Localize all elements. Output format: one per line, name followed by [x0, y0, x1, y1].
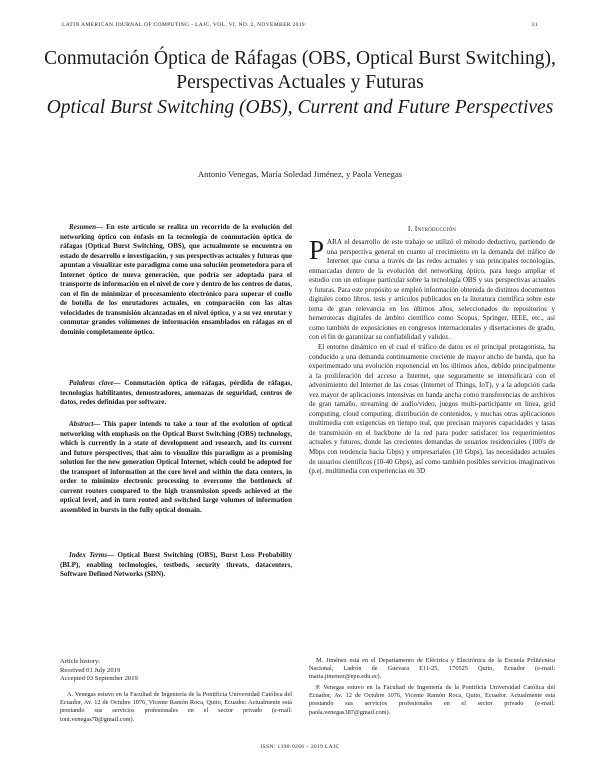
- running-header: [62, 22, 538, 28]
- issn-footer: ISSN: 1390-9266 – 2019 LAJC: [260, 744, 340, 750]
- drop-cap: P: [309, 235, 325, 265]
- index-terms-text: Optical Burst Switching (OBS), Burst Loss Probability (BLP), enabling technologies, testbeds, security threats, datacenters, Software Defined Networks (SDN).: [60, 551, 292, 579]
- title-english: Optical Burst Switching (OBS), Current and Future Perspectives: [46, 97, 554, 118]
- abstract-lead: Abstract—: [69, 420, 101, 428]
- index-terms-lead: Index Terms—: [69, 551, 115, 559]
- article-history: [60, 658, 292, 684]
- title-spanish: Conmutación Óptica de Ráfagas (OBS, Optical Burst Switching), Perspectivas Actuales y Futuras: [44, 48, 556, 93]
- section-title: Introducción: [414, 224, 457, 233]
- journal-name: LATIN AMERICAN JOURNAL OF COMPUTING - LAJC, VOL. VI, NO. 2, NOVEMBER 2019: [62, 22, 305, 28]
- resumen-lead: Resumen—: [69, 223, 104, 231]
- abstract-text: This paper intends to take a tour of the evolution of optical networking with emphasis on the Optical Burst Switching (OBS) technology, which is currently in a state of development and research, and its current and future perspectives, that aim to visualize this paradigm as a promising solution for the new generation Optical Internet, which could be adopted for the transport of information at the core level and within the data centers, in order to minimize electronic processing to overcome the bottleneck of current routers compared to the high transmission speeds achieved at the optical level, and in turn routed and switched large volumes of information assembled in bursts in the fully optical domain.: [60, 420, 292, 514]
- first-word: ARA: [327, 238, 342, 246]
- authors: Antonio Venegas, María Soledad Jiménez, y Paola Venegas: [197, 169, 403, 179]
- article-history-label: Article history:: [60, 658, 101, 665]
- resumen-text: En este artículo se realiza un recorrido de la evolución del networking óptico con énfasis en la tecnología de conmutación óptica de ráfagas (Optical Burst Switching, OBS), que actualmente se encuentra en estado de desarrollo e investigación, y sus perspectivas actuales y futuras que apuntan a visualizar este paradigma como una solución prometedora para el Internet óptico de nueva generación, que podría ser adoptada para el transporte de información en el nivel de core y dentro de los centros de datos, con el fin de minimizar el procesamiento electrónico para superar el cuello de botella de los enrutadores actuales, en comparación con las altas velocidades de transmisión alcanzadas en el nivel óptico, y a su vez enrutar y conmutar grandes volúmenes de información ensamblados en ráfagas en el dominio completamente óptico.: [60, 223, 292, 337]
- section-heading: [309, 224, 555, 233]
- palabras-clave-text: Conmutación óptica de ráfagas, pérdida de ráfagas, tecnologías habilitantes, demostradores, amenazas de seguridad, centros de datos, redes definidas por software.: [60, 379, 293, 407]
- palabras-clave-lead: Palabras clave—: [69, 379, 121, 387]
- intro-paragraph-2: El entorno dinámico en el cual el tráfico de datos es el principal protagonista, ha conducido a una demanda continuamente creciente de mayor ancho de banda, que ha experimentado una evolución exponencial en los últimos años, debido principalmente a la proliferación del acceso a Internet, que seguramente se intensificará con el advenimiento del Internet de las cosas (Internet of Things, IoT), y a la adopción cada vez mayor de aplicaciones intensivas en banda ancha como transferencias de archivos de gran tamaño, streaming de audio/video, juegos multi-participante en línea, grid computing, cloud computing, distribución de contenidos, y muchas otras aplicaciones multimedia con exigencias en tiempo real, que precisan mayores capacidades y tasas de transmisión en el backbone de la red para poder satisfacer los requerimientos actuales y futuros, donde las crecientes demandas de usuarios residenciales (100's de Mbps con tendencia hacia Gbps) y empresariales (10 Gbps), las necesidades actuales de usuarios científicos (10-40 Gbps), así como también posibles servicios imaginativos (p.ej. multimedia con experiencias en 3D: [309, 343, 555, 476]
- footnote-maria: M. Jiménez está en el Departamento de Eléctrica y Electrónica de la Escuela Politécnica Nacional, Ladrón de Guevara E11-25, 170525 Quito, Ecuador (e-mail: maria.jimenez@epn.edu.ec).: [309, 657, 555, 681]
- received-date: Received 01 July 2019: [60, 666, 121, 674]
- page-number: 31: [531, 22, 538, 28]
- section-number: I.: [407, 224, 415, 233]
- footnote-paola: P. Venegas estuvo en la Facultad de Ingeniería de la Pontificia Universidad Católica del Ecuador, Av. 12 de Octubre 1076, Vicente Ramón Roca, Quito, Ecuador. Actualmente está prestando sus servicios profesionales en el sector privado (e-mail: paola.venegas387@gmail.com).: [309, 684, 555, 716]
- footnote-antonio: A. Venegas estuvo en la Facultad de Ingeniería de la Pontificia Universidad Católica del Ecuador, Av. 12 de Octubre 1076, Vicente Ramón Roca, Quito, Ecuador. Actualmente está prestando sus servicios profesionales en el sector privado (e-mail: toni.venegas78@gmail.com).: [60, 691, 292, 723]
- abstract-block: [60, 420, 292, 515]
- palabras-clave-block: [60, 379, 292, 408]
- intro-paragraph-1: el desarrollo de este trabajo se utilizó el método deductivo, partiendo de una perspectiva general en cuanto al crecimiento en la demanda del tráfico de Internet que cursa a través de las redes actuales y sus principales tecnologías, enmarcadas dentro de la evolución del networking óptico, para luego ampliar el estudio con un enfoque particular sobre la tecnología OBS y sus perspectivas actuales y futuras. Para este propósito se empleó información obtenida de distintos documentos digitales como libros, tesis y artículos publicados en la literatura científica sobre este tema de gran relevancia en los últimos años, seleccionados de repositorios y hemerotecas digitales de ámbito científico como Scopus, Springer, IEEE, etc., así como también de exposiciones en congresos internacionales y disertaciones de grado, con el fin de garantizar su confiabilidad y validez.: [309, 238, 555, 342]
- introduction-body: [309, 235, 555, 477]
- resumen-block: [60, 223, 292, 338]
- accepted-date: Accepted 03 September 2019: [60, 675, 138, 683]
- index-terms-block: [60, 551, 292, 580]
